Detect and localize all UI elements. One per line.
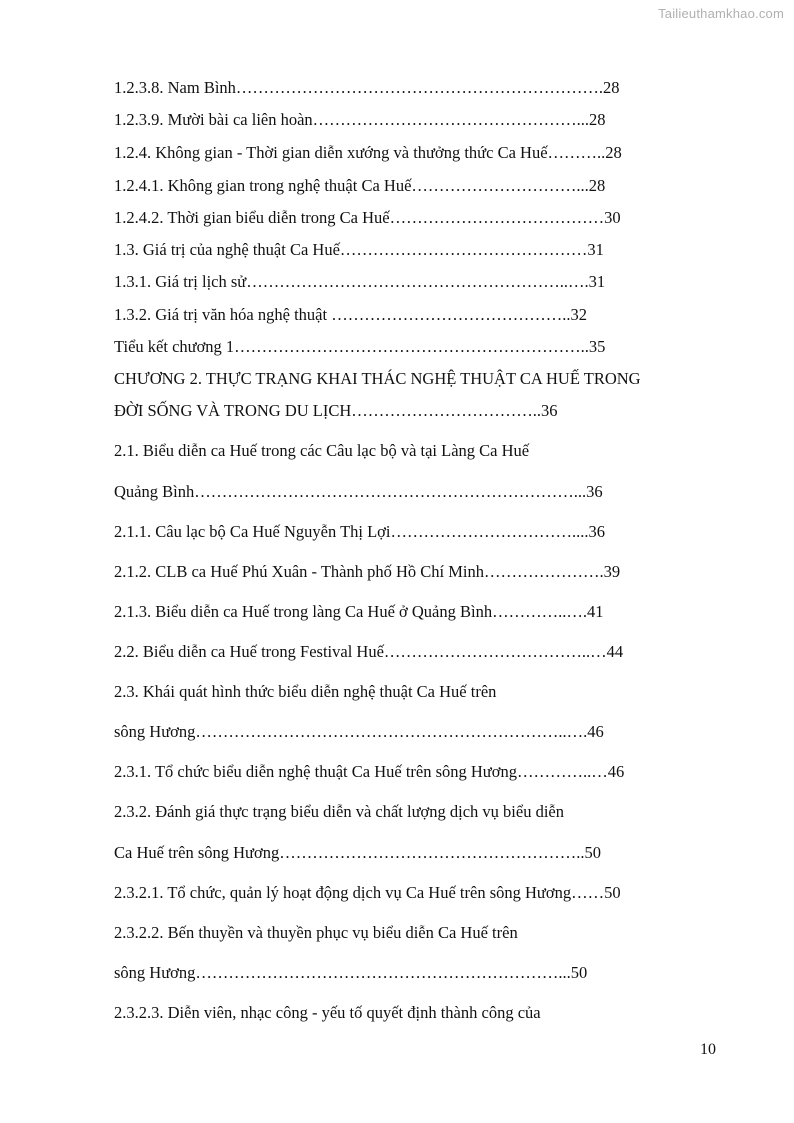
toc-line: 2.1.3. Biểu diễn ca Huế trong làng Ca Huế ở Quảng Bình…………..….41: [114, 602, 604, 621]
toc-line: 2.3.2.2. Bến thuyền và thuyền phục vụ biểu diễn Ca Huế trên: [114, 923, 518, 942]
toc-line: 2.3. Khái quát hình thức biểu diễn nghệ thuật Ca Huế trên: [114, 682, 497, 701]
toc-line: 2.3.2.1. Tổ chức, quản lý hoạt động dịch vụ Ca Huế trên sông Hương……50: [114, 883, 621, 902]
toc-line: 2.3.1. Tổ chức biểu diễn nghệ thuật Ca Huế trên sông Hương…………..…46: [114, 762, 625, 781]
toc-line: 1.2.4.1. Không gian trong nghệ thuật Ca Huế…………………………...28: [114, 176, 606, 195]
toc-line: Tiểu kết chương 1………………………………………………………..35: [114, 337, 606, 356]
page-number: 10: [700, 1041, 716, 1058]
toc-line: Ca Huế trên sông Hương………………………………………………..50: [114, 843, 601, 862]
toc-line: 2.2. Biểu diễn ca Huế trong Festival Huế………………………………..…44: [114, 642, 624, 661]
chapter-heading: ĐỜI SỐNG VÀ TRONG DU LỊCH……………………………..36: [114, 401, 558, 420]
toc-line: 1.3.1. Giá trị lịch sử…………………………………………………..….31: [114, 272, 606, 291]
toc-line: 1.2.3.8. Nam Bình………………………………………………………….28: [114, 78, 620, 97]
watermark: Tailieuthamkhao.com: [658, 6, 784, 21]
toc-line: 2.1.1. Câu lạc bộ Ca Huế Nguyễn Thị Lợi……………………………....36: [114, 522, 605, 541]
toc-line: 1.2.4.2. Thời gian biểu diễn trong Ca Huế…………………………………30: [114, 208, 621, 227]
toc-line: sông Hương…………………………………………………………..….46: [114, 722, 604, 741]
toc-line: 1.2.3.9. Mười bài ca liên hoàn…………………………………………...28: [114, 110, 606, 129]
chapter-heading: CHƯƠNG 2. THỰC TRẠNG KHAI THÁC NGHỆ THUẬT CA HUẾ TRONG: [114, 369, 641, 388]
toc-line: 1.3.2. Giá trị văn hóa nghệ thuật ……………………………………..32: [114, 305, 587, 324]
toc-line: 2.1.2. CLB ca Huế Phú Xuân - Thành phố Hồ Chí Minh………………….39: [114, 562, 621, 581]
toc-line: Quảng Bình……………………………………………………………...36: [114, 482, 603, 501]
toc-line: 1.3. Giá trị của nghệ thuật Ca Huế………………………………………31: [114, 240, 604, 259]
toc-line: 2.3.2.3. Diễn viên, nhạc công - yếu tố quyết định thành công của: [114, 1003, 541, 1022]
toc-line: 1.2.4. Không gian - Thời gian diễn xướng và thưởng thức Ca Huế………..28: [114, 143, 622, 162]
toc-line: 2.3.2. Đánh giá thực trạng biểu diễn và chất lượng dịch vụ biểu diễn: [114, 802, 564, 821]
toc-line: 2.1. Biểu diễn ca Huế trong các Câu lạc bộ và tại Làng Ca Huế: [114, 441, 530, 460]
toc-line: sông Hương…………………………………………………………...50: [114, 963, 588, 982]
